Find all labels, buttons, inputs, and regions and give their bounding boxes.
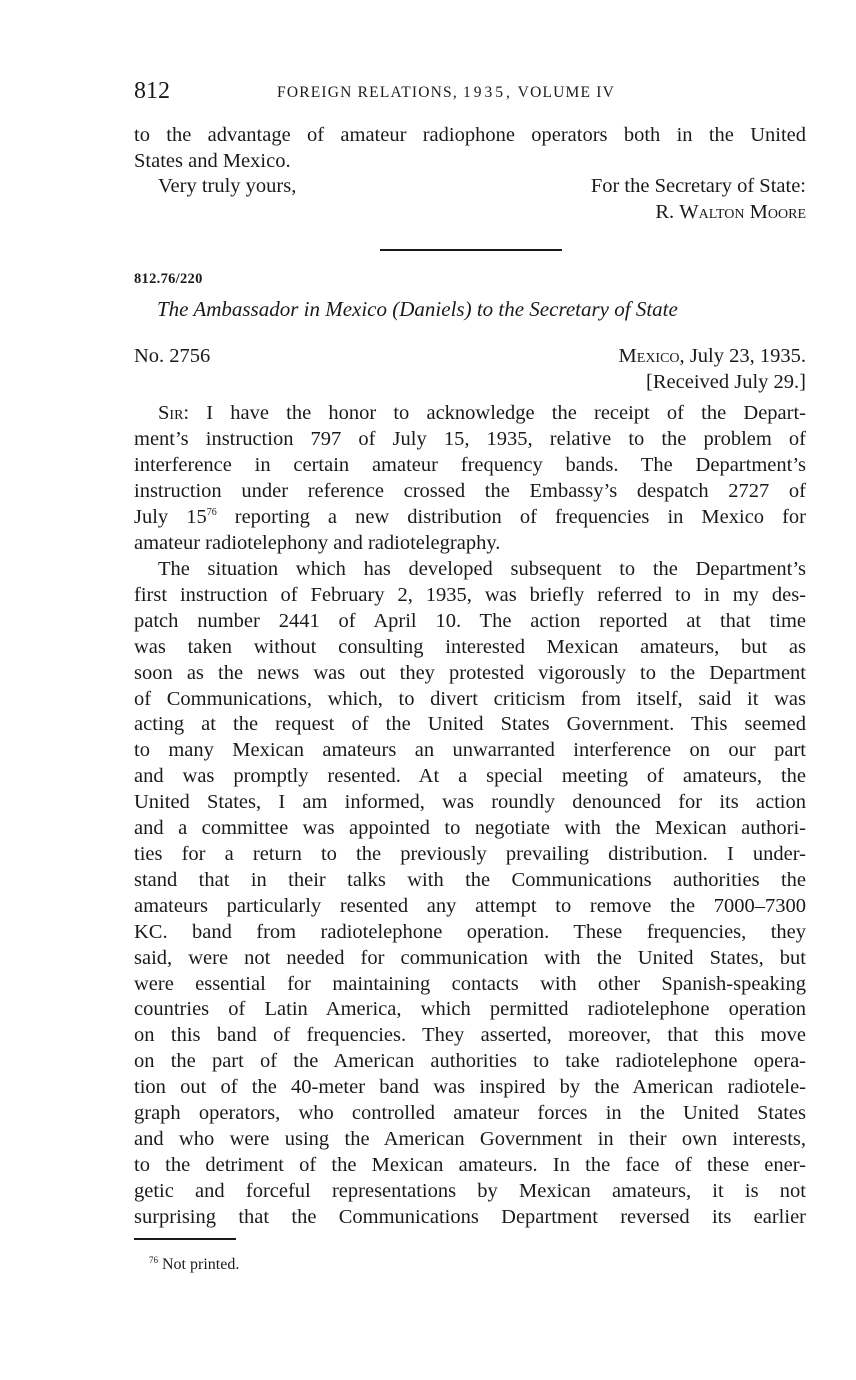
despatch-place: Mexico,	[618, 345, 685, 367]
received-date: [Received July 29.]	[646, 371, 806, 393]
signer-name: Walton Moore	[679, 201, 806, 223]
running-head-volume: VOLUME IV	[517, 84, 616, 101]
carryover-line: States and Mexico.	[134, 149, 291, 172]
paragraph-line: was taken without consulting interested Mexican amateurs, but as	[134, 635, 806, 658]
paragraph-line: first instruction of February 2, 1935, was briefly referred to in my des-	[134, 583, 806, 606]
paragraph-line: ment’s instruction 797 of July 15, 1935, relative to the problem of	[134, 427, 806, 450]
paragraph-line: amateur radiotelephony and radiotelegraphy.	[134, 531, 501, 554]
paragraph-line: to many Mexican amateurs an unwarranted interference on our part	[134, 739, 806, 762]
signer-initial: R.	[655, 201, 675, 223]
paragraph-line: interference in certain amateur frequency bands. The Department’s	[134, 453, 806, 476]
paragraph-line: on this band of frequencies. They asserted, moreover, that this move	[134, 1024, 806, 1047]
carryover-line: to the advantage of amateur radiophone operators both in the United	[134, 124, 806, 146]
despatch-number: No. 2756	[134, 345, 211, 367]
running-head-year: 1935,	[463, 84, 513, 101]
paragraph-1	[134, 401, 806, 556]
section-divider	[380, 249, 562, 251]
carryover-text	[134, 123, 806, 175]
paragraph-line: July $15^{76}$ reporting a new distribution of frequencies in Mexico for	[134, 505, 806, 528]
closing-for-line: For the Secretary of State:	[590, 175, 806, 197]
running-head	[277, 84, 615, 102]
paragraph-line: acting at the request of the United States Government. This seemed	[134, 713, 806, 736]
salutation-sir: Sir:	[158, 402, 190, 424]
paragraph-line: to the detriment of the Mexican amateurs. In the face of these ener-	[134, 1153, 806, 1176]
footnote-marker: 76	[149, 1255, 158, 1265]
paragraph-line: said, were not needed for communication with the United States, but	[134, 946, 806, 969]
paragraph-line: and who were using the American Government in their own interests,	[134, 1127, 806, 1150]
paragraph-line: soon as the news was out they protested vigorously to the Department	[134, 661, 806, 684]
paragraph-line: Sir: I have the honor to acknowledge the receipt of the Depart-	[158, 402, 806, 424]
page-header	[134, 78, 806, 110]
paragraph-line: tion out of the 40-meter band was inspired by the American radiotele-	[134, 1076, 806, 1099]
paragraph-line: amateurs particularly resented any attempt to remove the 7000–7300	[134, 894, 806, 917]
paragraph-line: surprising that the Communications Department reversed its earlier	[134, 1205, 806, 1228]
despatch-date: July 23, 1935.	[689, 345, 806, 367]
signer	[655, 201, 806, 224]
paragraph-line: on the part of the American authorities to take radiotelephone opera-	[134, 1050, 806, 1073]
paragraph-line: of Communications, which, to divert criticism from itself, said it was	[134, 687, 806, 710]
paragraph-line: KC. band from radiotelephone operation. These frequencies, they	[134, 920, 806, 943]
footnote-text: Not printed.	[158, 1256, 240, 1273]
paragraph-line: The situation which has developed subsequent to the Department’s	[158, 558, 806, 580]
footnote-divider	[134, 1238, 236, 1240]
despatch-place-date	[619, 345, 806, 368]
paragraph-line: and a committee was appointed to negotiate with the Mexican authori-	[134, 817, 806, 840]
paragraph-line: patch number 2441 of April 10. The action reported at that time	[134, 609, 806, 632]
paragraph-line: stand that in their talks with the Communications authorities the	[134, 868, 806, 891]
paragraph-2	[134, 557, 806, 1231]
paragraph-line: countries of Latin America, which permitted radiotelephone operation	[134, 998, 806, 1021]
paragraph-line: instruction under reference crossed the Embassy’s despatch 2727 of	[134, 479, 806, 502]
document-title: The Ambassador in Mexico (Daniels) to the Secretary of State	[157, 297, 678, 321]
footnote-reference: 76	[206, 506, 217, 518]
running-head-series: FOREIGN RELATIONS,	[277, 84, 458, 101]
paragraph-line: ties for a return to the previously prevailing distribution. I under-	[134, 842, 806, 865]
closing-salutation: Very truly yours,	[158, 175, 297, 197]
footnote	[149, 1256, 239, 1274]
paragraph-line: and was promptly resented. At a special meeting of amateurs, the	[134, 765, 806, 788]
page-number: 812	[134, 78, 170, 104]
paragraph-line: United States, I am informed, was roundly denounced for its action	[134, 791, 806, 814]
paragraph-line: were essential for maintaining contacts with other Spanish-speaking	[134, 972, 806, 995]
paragraph-line: graph operators, who controlled amateur forces in the United States	[134, 1102, 806, 1125]
file-number: 812.76/220	[134, 271, 203, 287]
paragraph-line: getic and forceful representations by Mexican amateurs, it is not	[134, 1179, 806, 1202]
